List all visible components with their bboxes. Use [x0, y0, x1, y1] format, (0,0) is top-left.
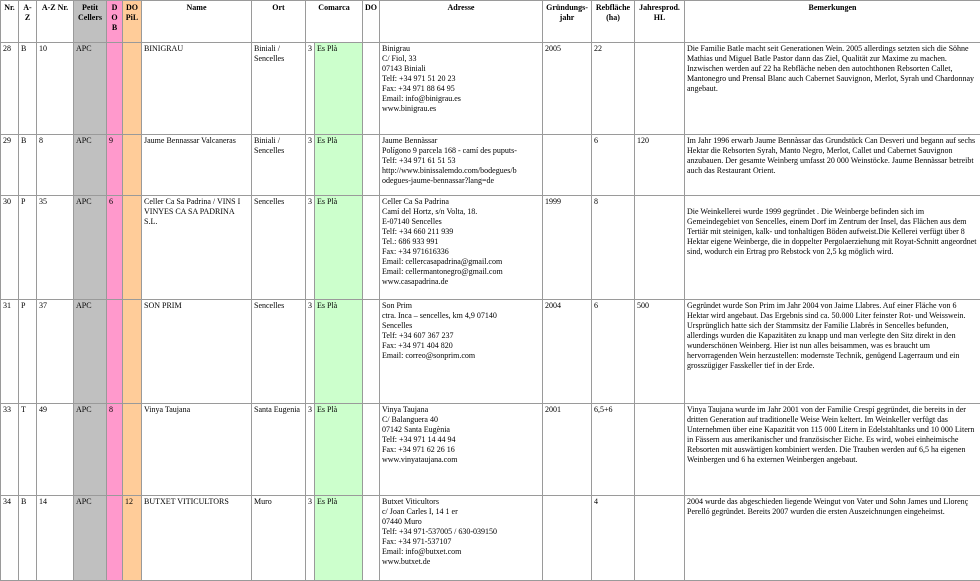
remark-text: Im Jahr 1996 erwarb Jaume Bennàssar das Grundstück Can Desveri und begann auf sechs Hektar die Rebsorten Syrah, Manto Negro, Merlot, Callet und Cabernet Sauvignon anzubauen. Der gesamte Weinberg umfasst 20 000 Weinstöcke. Jaume Bennàssar betreibt auch das Restaurant Orient. — [687, 136, 976, 175]
cell-comarca: Es Plà — [315, 43, 363, 135]
address-line: Email: info@binigrau.es — [382, 94, 461, 103]
header-adresse: Adresse — [380, 1, 543, 43]
cell-do-b — [107, 43, 123, 135]
cell-az: B — [19, 496, 37, 581]
cell-comarca-nr: 3 — [306, 404, 315, 496]
address-line: odegues-jaume-bennassar?lang=de — [382, 176, 495, 185]
cell-aznr: 49 — [37, 404, 74, 496]
cell-ort: Sencelles — [252, 300, 306, 404]
address-line: Butxet Viticultors — [382, 497, 439, 506]
address-line: Polígono 9 parcela 168 - camí des puputs- — [382, 146, 517, 155]
cell-do-pil — [123, 300, 142, 404]
address-line: Fax: +34 971 88 64 95 — [382, 84, 455, 93]
address-line: C/ Fiol, 33 — [382, 54, 417, 63]
address-line: Fax: +34 971616336 — [382, 247, 449, 256]
cell-bemerkungen — [685, 300, 980, 404]
address-line: Binigrau — [382, 44, 410, 53]
cell-do — [363, 135, 380, 196]
cell-ort: Muro — [252, 496, 306, 581]
cell-comarca: Es Plà — [315, 300, 363, 404]
table-body — [1, 43, 980, 581]
header-do-b: DO B — [107, 1, 123, 43]
cell-do-b — [107, 300, 123, 404]
address-line: Telf: +34 660 211 939 — [382, 227, 454, 236]
table-row — [1, 300, 980, 404]
cell-jahresprod — [635, 43, 685, 135]
address-line: C/ Balanguera 40 — [382, 415, 438, 424]
header-comarca: Comarca — [306, 1, 363, 43]
address-line: Jaume Bennàssar — [382, 136, 438, 145]
cell-aznr: 35 — [37, 196, 74, 300]
cell-gruendungsjahr — [543, 496, 592, 581]
address-line: www.binigrau.es — [382, 104, 437, 113]
address-line: Celler Ca Sa Padrina — [382, 197, 449, 206]
address-line: Fax: +34 971-537107 — [382, 537, 452, 546]
header-rebflaeche: Rebfläche (ha) — [592, 1, 635, 43]
address-line: Telf: +34 971 51 20 23 — [382, 74, 456, 83]
cell-comarca-nr: 3 — [306, 300, 315, 404]
remark-text: Gegründet wurde Son Prim im Jahr 2004 von Jaime Llabres. Auf einer Fläche von 6 Hektar wird angebaut. Das Ergebnis sind ca. 50.000 Liter feinster Rot- und Weisswein. Ursprünglich hatte sich der Stammsitz der Familie Llabrés in Sencelles befunden, allerdings wurden die Kapazitäten zu knapp und man verlegte den Sitz direkt in den wunderschönen Weinberg. Hier ist nun alles beisammen, was es braucht um hervorragenden Wein herzustellen: modernste Technik, genügend Lagerraum und ein grosszügiger Fasskeller tief in der Erde. — [687, 301, 966, 370]
cell-petit-cellers: APC — [74, 196, 107, 300]
cell-comarca-nr: 3 — [306, 496, 315, 581]
cell-az: T — [19, 404, 37, 496]
cell-jahresprod: 500 — [635, 300, 685, 404]
cell-rebflaeche: 6 — [592, 300, 635, 404]
cell-name: SON PRIM — [142, 300, 252, 404]
cell-ort: Sencelles — [252, 196, 306, 300]
address-line: Camí del Hortz, s/n Volta, 18. — [382, 207, 478, 216]
cell-do — [363, 496, 380, 581]
cell-bemerkungen — [685, 196, 980, 300]
cell-petit-cellers: APC — [74, 404, 107, 496]
cell-comarca: Es Plà — [315, 196, 363, 300]
address-line: ctra. Inca – sencelles, km 4,9 07140 — [382, 311, 497, 320]
cell-petit-cellers: APC — [74, 300, 107, 404]
address-line: Email: correo@sonprim.com — [382, 351, 476, 360]
cell-bemerkungen — [685, 135, 980, 196]
cell-az: P — [19, 196, 37, 300]
cell-nr: 28 — [1, 43, 19, 135]
cell-do-pil: 12 — [123, 496, 142, 581]
header-jahresprod: Jahresprod. HL — [635, 1, 685, 43]
cell-jahresprod — [635, 196, 685, 300]
address-line: Tel.: 686 933 991 — [382, 237, 439, 246]
cell-jahresprod — [635, 496, 685, 581]
address-line: 07142 Santa Eugènia — [382, 425, 450, 434]
cell-adresse — [380, 196, 543, 300]
remark-text: Die Weinkellerei wurde 1999 gegründet . Die Weinberge befinden sich im Gemeindegebiet von Sencelles, einem Dorf im Zentrum der Insel, das Flächen aus dem Tertiär mit steinigen, kalk- und tonhaltigen Böden aufweist.Die Kellerei verfügt über 8 Hektar eigene Weinberge, die in doppelter Pergolaerziehung mit Royat-Schnitt angeordnet sind, wodurch ein Ertrag pro Rebstock von 2,5 kg möglich wird. — [687, 207, 977, 256]
cell-adresse — [380, 135, 543, 196]
cell-az: P — [19, 300, 37, 404]
cell-do-pil — [123, 196, 142, 300]
cell-adresse — [380, 404, 543, 496]
cell-petit-cellers: APC — [74, 43, 107, 135]
cell-do-b: 9 — [107, 135, 123, 196]
cell-comarca-nr: 3 — [306, 135, 315, 196]
address-line: www.casapadrina.de — [382, 277, 449, 286]
table-row — [1, 135, 980, 196]
cell-do — [363, 43, 380, 135]
remark-text: 2004 wurde das abgeschieden liegende Weingut von Vater und Sohn James und Llorenç Perelló gegründet. Bereits 2007 wurden die ersten Auszeichnungen eingeheimst. — [687, 497, 969, 516]
cell-bemerkungen — [685, 43, 980, 135]
cell-gruendungsjahr: 1999 — [543, 196, 592, 300]
cell-az: B — [19, 43, 37, 135]
cell-do — [363, 196, 380, 300]
header-gruendungsjahr: Gründungs-jahr — [543, 1, 592, 43]
address-line: Email: info@butxet.com — [382, 547, 462, 556]
table-header — [1, 1, 980, 43]
address-line: Vinya Taujana — [382, 405, 429, 414]
header-nr: Nr. — [1, 1, 19, 43]
address-line: 07440 Muro — [382, 517, 422, 526]
cell-ort: Santa Eugenia — [252, 404, 306, 496]
cell-do-pil — [123, 43, 142, 135]
address-line: c/ Joan Carles I, 14 1 er — [382, 507, 458, 516]
address-line: www.butxet.de — [382, 557, 431, 566]
cell-name: Jaume Bennassar Valcaneras — [142, 135, 252, 196]
address-line: Fax: +34 971 62 26 16 — [382, 445, 455, 454]
cell-nr: 31 — [1, 300, 19, 404]
cell-rebflaeche: 22 — [592, 43, 635, 135]
address-line: Email: cellermantonegro@gmail.com — [382, 267, 503, 276]
header-bemerkungen: Bemerkungen — [685, 1, 980, 43]
cell-nr: 29 — [1, 135, 19, 196]
cell-aznr: 14 — [37, 496, 74, 581]
cell-aznr: 37 — [37, 300, 74, 404]
address-line: Telf: +34 971 14 44 94 — [382, 435, 456, 444]
header-name: Name — [142, 1, 252, 43]
cell-do — [363, 300, 380, 404]
cell-bemerkungen — [685, 496, 980, 581]
table-row — [1, 404, 980, 496]
address-line: 07143 Biniali — [382, 64, 426, 73]
cell-aznr: 8 — [37, 135, 74, 196]
cell-gruendungsjahr: 2004 — [543, 300, 592, 404]
address-line: Sencelles — [382, 321, 413, 330]
cell-name: Vinya Taujana — [142, 404, 252, 496]
address-line: Son Prim — [382, 301, 413, 310]
cell-nr: 30 — [1, 196, 19, 300]
cell-comarca: Es Plà — [315, 496, 363, 581]
cell-name: BUTXET VITICULTORS — [142, 496, 252, 581]
table-row — [1, 43, 980, 135]
address-line: Telf: +34 971-537005 / 630-039150 — [382, 527, 498, 536]
header-do: DO — [363, 1, 380, 43]
cell-ort: Biniali / Sencelles — [252, 135, 306, 196]
cell-rebflaeche: 8 — [592, 196, 635, 300]
cell-do — [363, 404, 380, 496]
cell-comarca-nr: 3 — [306, 43, 315, 135]
cell-name: BINIGRAU — [142, 43, 252, 135]
cell-do-pil — [123, 135, 142, 196]
cell-comarca: Es Plà — [315, 135, 363, 196]
header-ort: Ort — [252, 1, 306, 43]
cell-adresse — [380, 496, 543, 581]
cell-rebflaeche: 4 — [592, 496, 635, 581]
table-row — [1, 496, 980, 581]
cell-do-b: 6 — [107, 196, 123, 300]
address-line: Telf: +34 607 367 237 — [382, 331, 454, 340]
address-line: E-07140 Sencelles — [382, 217, 442, 226]
cell-aznr: 10 — [37, 43, 74, 135]
cell-rebflaeche: 6,5+6 — [592, 404, 635, 496]
cell-do-pil — [123, 404, 142, 496]
cell-bemerkungen — [685, 404, 980, 496]
cell-do-b: 8 — [107, 404, 123, 496]
cell-adresse — [380, 43, 543, 135]
cell-jahresprod: 120 — [635, 135, 685, 196]
cell-petit-cellers: APC — [74, 135, 107, 196]
cell-az: B — [19, 135, 37, 196]
address-line: Fax: +34 971 404 820 — [382, 341, 453, 350]
address-line: http://www.binissalemdo.com/bodegues/b — [382, 166, 517, 175]
cell-jahresprod — [635, 404, 685, 496]
cell-gruendungsjahr — [543, 135, 592, 196]
address-line: www.vinyataujana.com — [382, 455, 458, 464]
cell-rebflaeche: 6 — [592, 135, 635, 196]
header-petit-cellers: Petit Cellers — [74, 1, 107, 43]
cell-do-b — [107, 496, 123, 581]
cell-comarca-nr: 3 — [306, 196, 315, 300]
cell-name: Celler Ca Sa Padrina / VINS I VINYES CA SA PADRINA S.L. — [142, 196, 252, 300]
header-aznr: A-Z Nr. — [37, 1, 74, 43]
header-do-pil: DO PiL — [123, 1, 142, 43]
address-line: Email: cellercasapadrina@gmail.com — [382, 257, 503, 266]
cell-petit-cellers: APC — [74, 496, 107, 581]
table-row — [1, 196, 980, 300]
cell-nr: 34 — [1, 496, 19, 581]
remark-text: Vinya Taujana wurde im Jahr 2001 von der Familie Crespí gegründet, die bereits in der dritten Generation auf traditionelle Weise Wein keltert. Im Weinkeller verfügt das Unternehmen über eine Kapazität von 115 000 Litern in Edelstahltanks und 10 000 Litern in Fässern aus amerikanischer und französischer Eiche. Es wird, wobei einheimische Rebsorten mit auswärtigen kombiniert werden. Die Trauben werden auf 6,5 ha eigenen Weinbergen und 6 ha externen Weinbergen angebaut. — [687, 405, 975, 464]
cell-adresse — [380, 300, 543, 404]
cell-ort: Biniali / Sencelles — [252, 43, 306, 135]
cell-gruendungsjahr: 2005 — [543, 43, 592, 135]
cell-nr: 33 — [1, 404, 19, 496]
address-line: Telf: +34 971 61 51 53 — [382, 156, 456, 165]
cell-comarca: Es Plà — [315, 404, 363, 496]
header-az: A-Z — [19, 1, 37, 43]
cell-gruendungsjahr: 2001 — [543, 404, 592, 496]
remark-text: Die Familie Batle macht seit Generationen Wein. 2005 allerdings setzten sich die Söhne Mathias und Miguel Batle Pastor dann das Ziel, Qualität zur Maxime zu machen. Inzwischen werden auf 22 ha Rebfläche neben den autochthonen Rebsorten Callet, Mantonegro und Prensal Blanc auch Cabernet Sauvignon, Merlot, Syrah und Chardonnay angebaut. — [687, 44, 975, 93]
